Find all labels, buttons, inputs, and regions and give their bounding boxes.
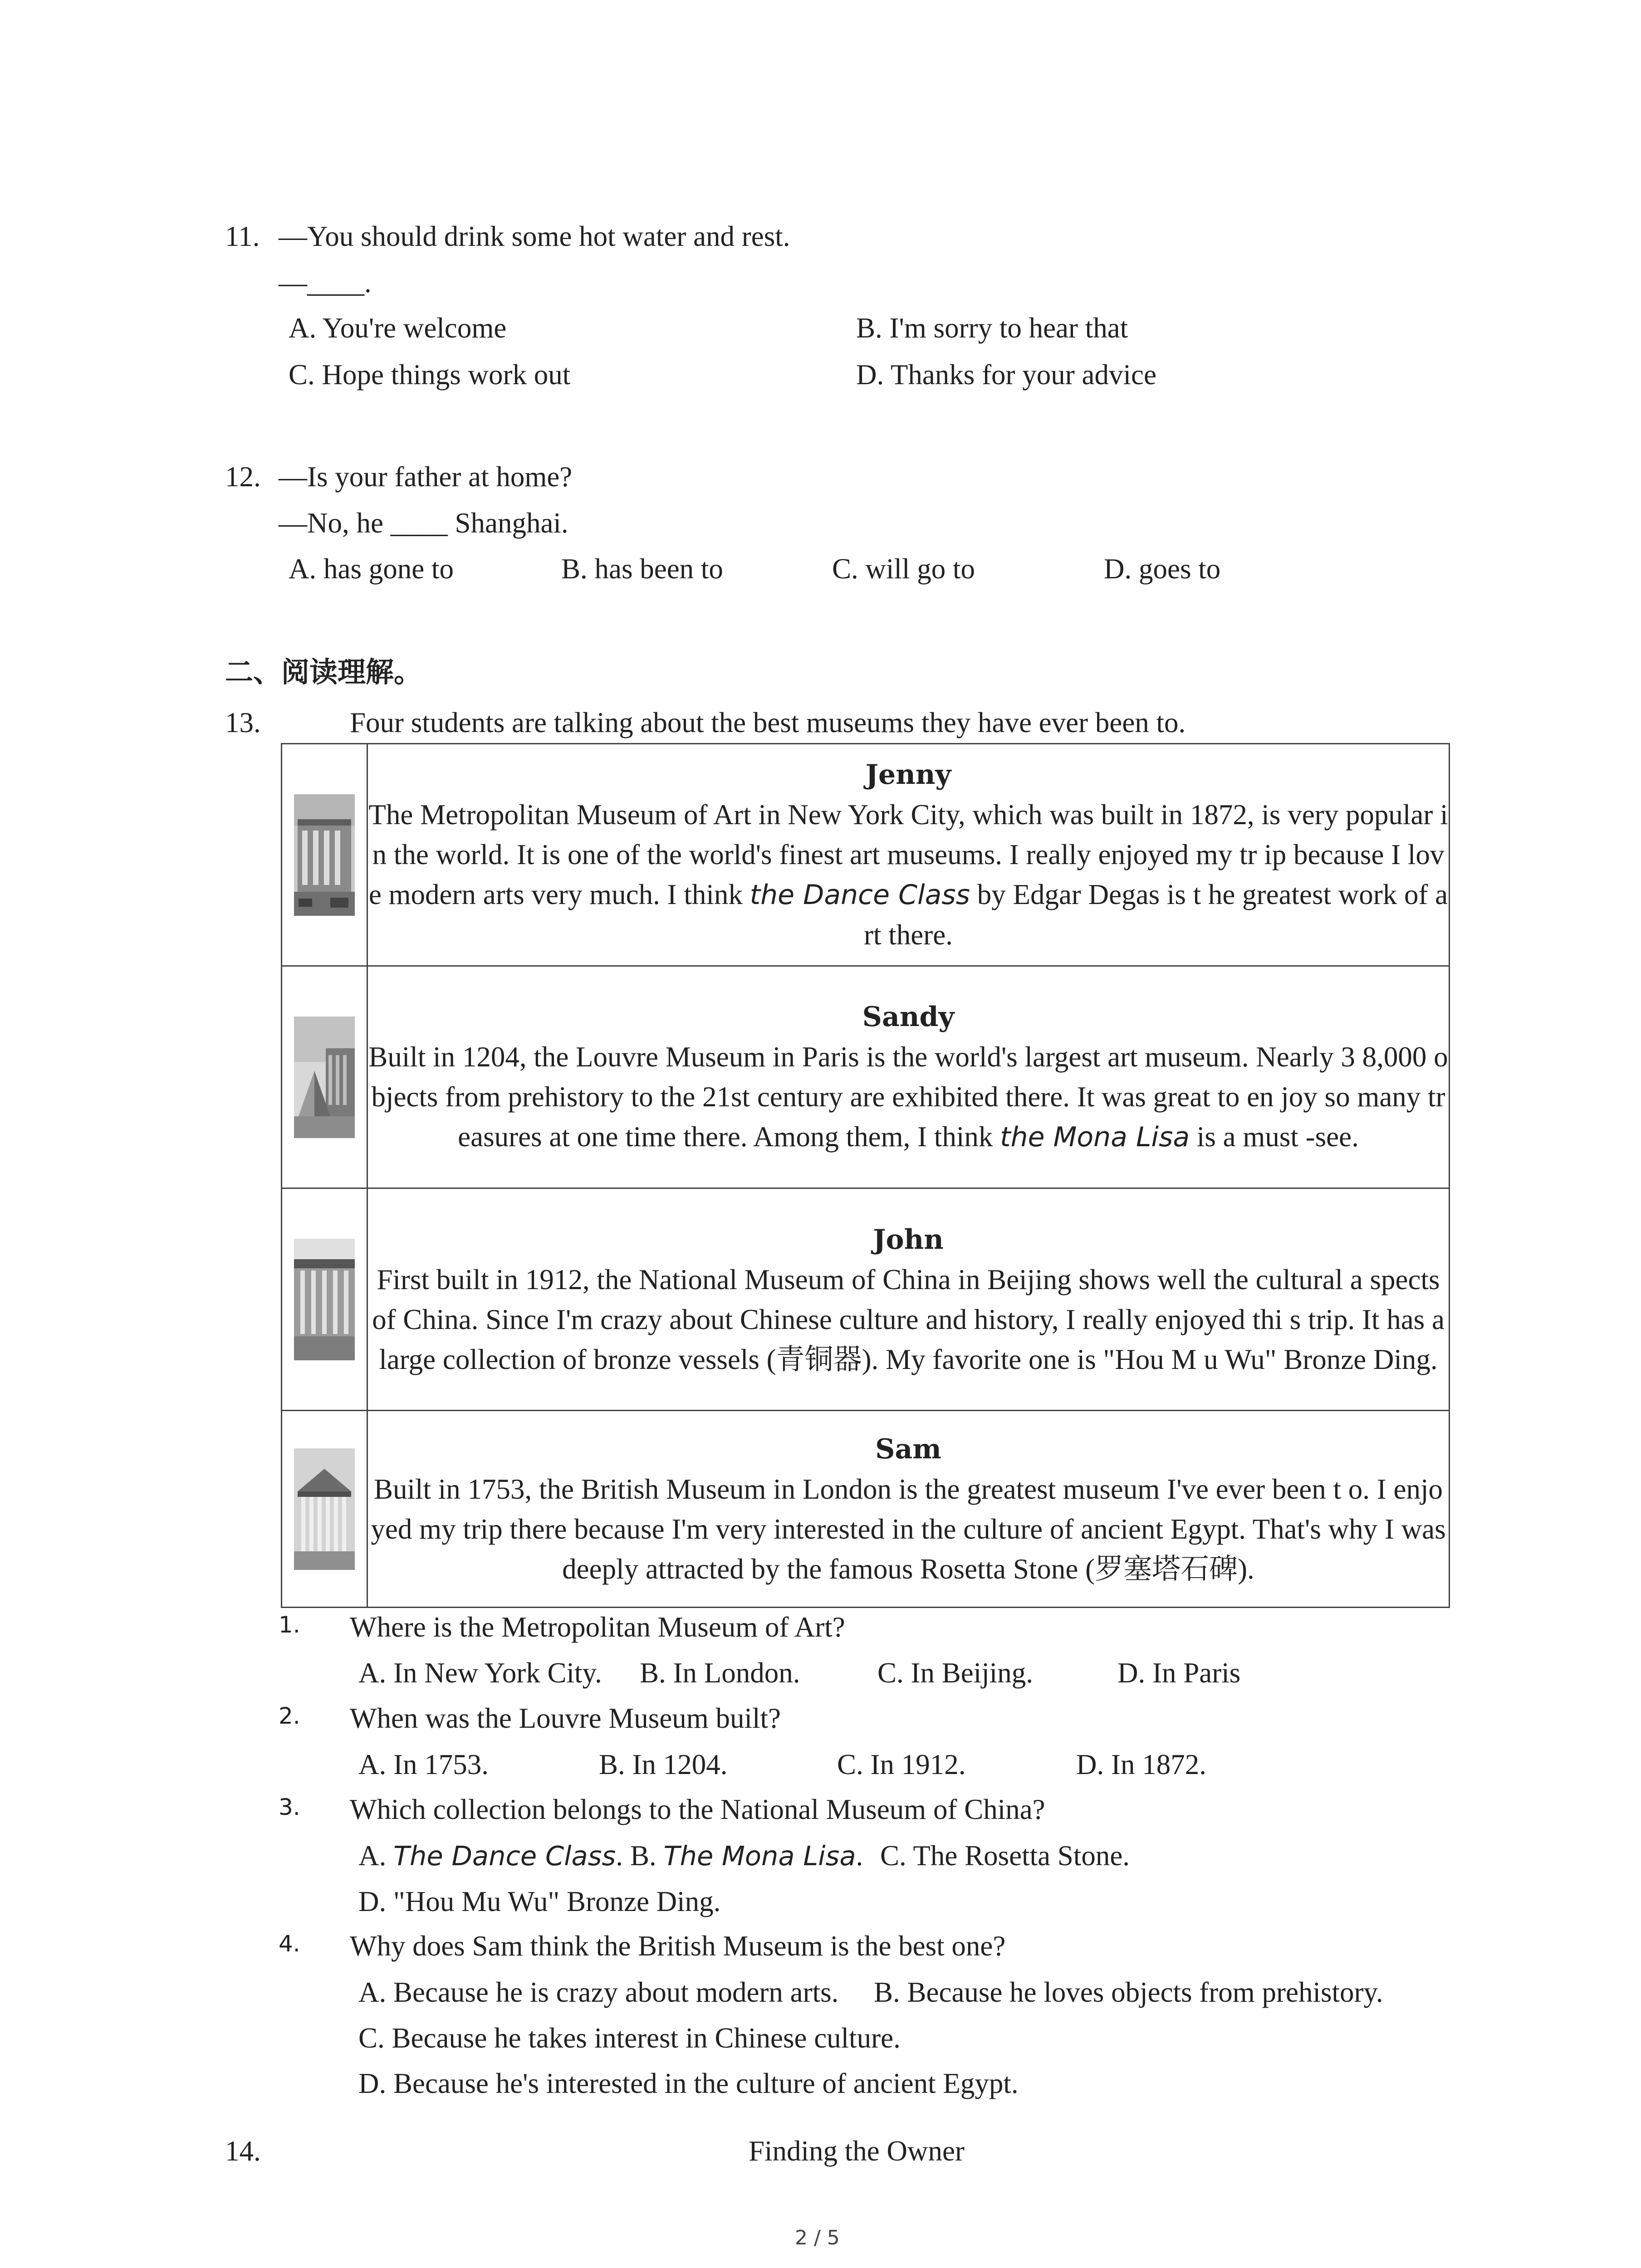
option-b: B. I'm sorry to hear that bbox=[856, 312, 1128, 344]
student-paragraph: Built in 1204, the Louvre Museum in Paris is the world's largest art museum. Nearly 3 8,000 objects from prehistory to the 21st century are exhibited there. It was great to en joy so many treasures at one time there. Among them, I think the Mona Lisa is a must -see. bbox=[368, 1041, 1448, 1153]
option-c: C. will go to bbox=[832, 553, 975, 585]
option-d: D. "Hou Mu Wu" Bronze Ding. bbox=[358, 1886, 721, 1917]
question-number: 11. bbox=[225, 220, 260, 252]
question-intro: Four students are talking about the best museums they have ever been to. bbox=[350, 707, 1186, 738]
section-heading: 二、阅读理解。 bbox=[225, 655, 422, 689]
student-paragraph: First built in 1912, the National Museum of China in Beijing shows well the cultural a spects of China. Since I'm crazy about Chinese culture and history, I really enjoyed thi s trip. It has a large collection of bronze vessels (青铜器). My favorite one is "Hou M u Wu" Bronze Ding. bbox=[372, 1263, 1445, 1375]
option-b: B. has been to bbox=[561, 553, 723, 585]
option-b: B. In London. bbox=[640, 1657, 800, 1689]
student-name: John bbox=[873, 1223, 944, 1256]
sub-question-number: 3. bbox=[279, 1794, 300, 1820]
museum-photo-icon bbox=[294, 794, 355, 916]
student-name: Sandy bbox=[862, 1001, 955, 1033]
sub-question-text: Why does Sam think the British Museum is the best one? bbox=[350, 1930, 1006, 1962]
option-b: B. The Mona Lisa. bbox=[630, 1840, 863, 1872]
table-row bbox=[282, 1188, 1450, 1411]
question-number: 14. bbox=[225, 2135, 261, 2167]
dialogue-blank-line: —No, he ____ Shanghai. bbox=[279, 507, 568, 539]
student-name: Jenny bbox=[865, 759, 951, 791]
museum-photo-icon bbox=[294, 1239, 355, 1360]
option-d: D. In 1872. bbox=[1076, 1749, 1206, 1780]
dialogue-line: —You should drink some hot water and rest. bbox=[279, 220, 790, 252]
student-name: Sam bbox=[875, 1433, 941, 1465]
sub-question-number: 4. bbox=[279, 1931, 300, 1957]
question-number: 12. bbox=[225, 461, 261, 493]
sub-question-number: 1. bbox=[279, 1612, 300, 1638]
table-row bbox=[282, 966, 1450, 1188]
option-a: A. In New York City. bbox=[358, 1657, 602, 1689]
museum-photo-icon bbox=[294, 1448, 355, 1570]
option-c: C. Because he takes interest in Chinese culture. bbox=[358, 2022, 901, 2054]
option-b: B. Because he loves objects from prehistory. bbox=[874, 1976, 1383, 2008]
sub-question-number: 2. bbox=[279, 1703, 300, 1729]
question-number: 13. bbox=[225, 707, 261, 738]
page-number: 2 / 5 bbox=[795, 2226, 840, 2249]
student-paragraph: The Metropolitan Museum of Art in New York City, which was built in 1872, is very popular in the world. It is one of the world's finest art museums. I really enjoyed my tr ip because I love modern arts very much. I think the Dance Class by Edgar Degas is t he greatest work of art there. bbox=[368, 799, 1448, 951]
museums-table bbox=[281, 743, 1450, 1608]
option-c: C. In Beijing. bbox=[877, 1657, 1033, 1689]
option-a: A. You're welcome bbox=[289, 312, 507, 344]
dialogue-line: —Is your father at home? bbox=[279, 461, 573, 493]
option-a: A. has gone to bbox=[289, 553, 454, 585]
option-a: A. Because he is crazy about modern arts. bbox=[358, 1976, 839, 2008]
option-d: D. Because he's interested in the culture of ancient Egypt. bbox=[358, 2068, 1019, 2099]
option-a: A. In 1753. bbox=[358, 1749, 489, 1780]
student-paragraph: Built in 1753, the British Museum in London is the greatest museum I've ever been t o. I enjoyed my trip there because I'm very interested in the culture of ancient Egypt. That's why I was deeply attracted by the famous Rosetta Stone (罗塞塔石碑). bbox=[371, 1473, 1446, 1585]
option-d: D. In Paris bbox=[1117, 1657, 1241, 1689]
table-row bbox=[282, 744, 1450, 966]
option-a: A. The Dance Class. bbox=[358, 1840, 623, 1872]
option-c: C. Hope things work out bbox=[289, 359, 571, 391]
option-b: B. In 1204. bbox=[599, 1749, 728, 1780]
option-c: C. In 1912. bbox=[837, 1749, 966, 1780]
sub-question-text: Where is the Metropolitan Museum of Art? bbox=[350, 1611, 845, 1643]
dialogue-blank-line: —____. bbox=[279, 267, 372, 298]
option-c: C. The Rosetta Stone. bbox=[880, 1840, 1130, 1872]
museum-photo-icon bbox=[294, 1017, 355, 1138]
sub-question-text: Which collection belongs to the National Museum of China? bbox=[350, 1794, 1045, 1825]
passage-title: Finding the Owner bbox=[749, 2135, 965, 2167]
option-d: D. goes to bbox=[1104, 553, 1221, 585]
sub-question-text: When was the Louvre Museum built? bbox=[350, 1702, 781, 1734]
option-d: D. Thanks for your advice bbox=[856, 359, 1156, 391]
table-row bbox=[282, 1411, 1450, 1608]
